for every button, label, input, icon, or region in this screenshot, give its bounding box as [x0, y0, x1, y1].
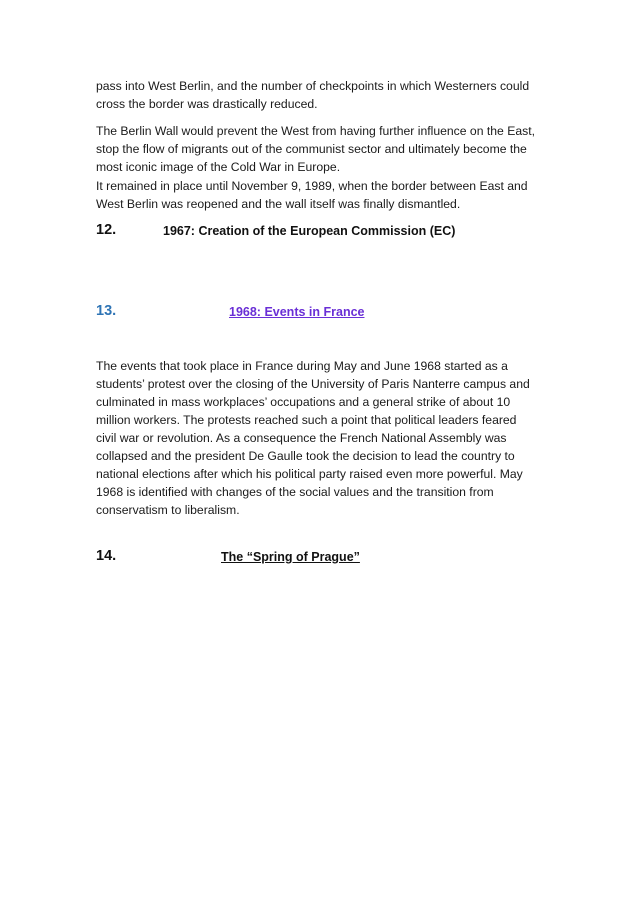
section-number-12: 12. [96, 222, 117, 238]
paragraph-berlin-checkpoints: pass into West Berlin, and the number of checkpoints in which Westerners could cross the border was drastically reduced. [96, 79, 530, 111]
paragraph-france-1968: The events that took place in France during May and June 1968 started as a students’ protest over the closing of the University of Paris Nanterre campus and culminated in mass workplaces’ occupations and a general strike of about 10 million workers. The protests reached such a point that political leaders feared civil war or revolution. As a consequence the French National Assembly was collapsed and the president De Gaulle took the decision to lead the country to national elections after which his political party raised even more powerful. May 1968 is identified with changes of the social values and the transition from conservatism to liberalism. [96, 359, 530, 517]
paragraph-berlin-wall-impact: The Berlin Wall would prevent the West from having further influence on the East, stop the flow of migrants out of the communist sector and ultimately become the most iconic image of the Cold War in Europe. [96, 124, 535, 174]
section-heading-12 [96, 222, 556, 242]
paragraph-wall-dismantled: It remained in place until November 9, 1989, when the border between East and West Berlin was reopened and the wall itself was finally dismantled. [96, 179, 528, 211]
section-title-12: 1967: Creation of the European Commission (EC) [163, 224, 456, 238]
section-heading-14 [96, 548, 556, 568]
section-link-13[interactable]: 1968: Events in France [229, 305, 365, 319]
section-heading-13 [96, 303, 556, 323]
section-number-14: 14. [96, 548, 117, 564]
section-number-13: 13. [96, 303, 117, 319]
section-title-14: The “Spring of Prague” [221, 550, 360, 564]
